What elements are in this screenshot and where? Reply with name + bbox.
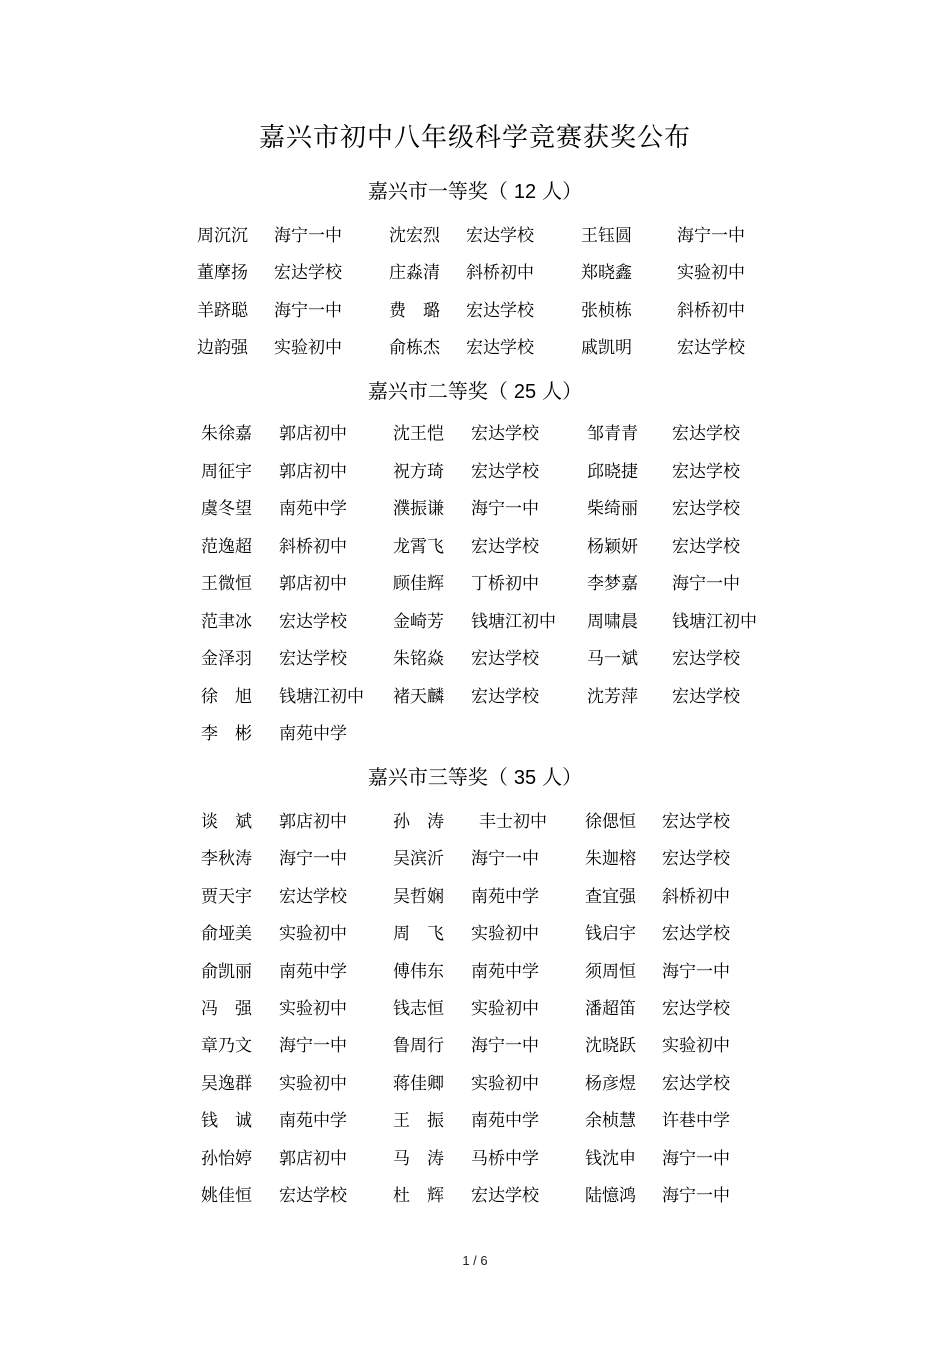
winner-name: 周沉沉 xyxy=(197,226,248,246)
winner-name: 杜 辉 xyxy=(393,1186,444,1206)
winner-school: 宏达学校 xyxy=(279,611,347,632)
winner-name: 俞垭美 xyxy=(201,924,252,945)
page-number: 1 / 6 xyxy=(462,1253,488,1268)
winner-school: 海宁一中 xyxy=(662,1148,730,1169)
winner-school: 宏达学校 xyxy=(466,226,534,246)
winner-name: 姚佳恒 xyxy=(201,1186,252,1206)
winner-name: 沈宏烈 xyxy=(389,226,440,246)
winner-name: 俞凯丽 xyxy=(201,961,252,982)
winner-school: 南苑中学 xyxy=(279,499,347,519)
section-heading-suffix: 人） xyxy=(542,179,583,203)
winner-name: 邱晓捷 xyxy=(587,461,638,482)
section-heading-prefix: 嘉兴市二等奖（ xyxy=(367,379,508,403)
winner-name: 邹青青 xyxy=(587,424,638,444)
winner-name: 俞栋杰 xyxy=(389,337,440,358)
winner-school: 宏达学校 xyxy=(466,337,534,358)
award-count: 12 xyxy=(513,181,537,203)
winner-name: 潘超笛 xyxy=(585,999,636,1019)
winner-school: 郭店初中 xyxy=(279,461,347,482)
winner-school: 许巷中学 xyxy=(662,1111,730,1132)
section-heading xyxy=(0,376,950,407)
winner-name: 马一斌 xyxy=(587,649,638,669)
winner-school: 宏达学校 xyxy=(672,649,740,669)
winner-name: 沈晓跃 xyxy=(585,1036,636,1057)
winner-name: 谈 斌 xyxy=(201,812,252,832)
winner-name: 王 振 xyxy=(393,1111,444,1132)
winner-name: 蒋佳卿 xyxy=(393,1073,444,1094)
winner-name: 贾天宇 xyxy=(201,886,252,907)
winner-school: 斜桥初中 xyxy=(677,300,745,321)
winner-school: 海宁一中 xyxy=(677,226,745,246)
winner-name: 孙怡婷 xyxy=(201,1148,252,1169)
winner-name: 朱迦榕 xyxy=(585,849,636,870)
winner-school: 郭店初中 xyxy=(279,812,347,832)
winner-name: 顾佳辉 xyxy=(393,574,444,594)
winner-name: 褚天麟 xyxy=(393,686,444,707)
winner-school: 丰士初中 xyxy=(479,812,547,832)
winner-school: 钱塘江初中 xyxy=(279,686,364,707)
winner-school: 宏达学校 xyxy=(662,999,730,1019)
winner-school: 宏达学校 xyxy=(662,1073,730,1094)
winner-name: 徐 旭 xyxy=(201,686,252,707)
winner-name: 钱 诚 xyxy=(201,1111,252,1132)
winner-school: 实验初中 xyxy=(471,999,539,1019)
winner-name: 羊跻聪 xyxy=(197,300,248,321)
winner-school: 实验初中 xyxy=(677,263,745,284)
winner-name: 钱志恒 xyxy=(393,999,444,1019)
winner-name: 傅伟东 xyxy=(393,961,444,982)
winner-school: 郭店初中 xyxy=(279,574,347,594)
winner-name: 祝方琦 xyxy=(393,461,444,482)
winner-name: 须周恒 xyxy=(585,961,636,982)
winner-name: 钱沈申 xyxy=(585,1148,636,1169)
winner-name: 沈王恺 xyxy=(393,424,444,444)
winner-school: 实验初中 xyxy=(279,1073,347,1094)
winner-school: 海宁一中 xyxy=(662,961,730,982)
winner-school: 海宁一中 xyxy=(471,499,539,519)
winner-name: 边韵强 xyxy=(197,337,248,358)
winner-name: 周 飞 xyxy=(393,924,444,945)
winner-school: 宏达学校 xyxy=(662,812,730,832)
winner-name: 陆憶鸿 xyxy=(585,1186,636,1206)
winner-school: 宏达学校 xyxy=(672,499,740,519)
winner-school: 海宁一中 xyxy=(279,1036,347,1057)
winner-school: 宏达学校 xyxy=(662,849,730,870)
winner-school: 宏达学校 xyxy=(662,924,730,945)
winner-name: 吴哲娴 xyxy=(393,886,444,907)
winner-name: 沈芳萍 xyxy=(587,686,638,707)
winner-name: 金崎芳 xyxy=(393,611,444,632)
winner-school: 海宁一中 xyxy=(662,1186,730,1206)
winner-school: 钱塘江初中 xyxy=(471,611,556,632)
winner-school: 斜桥初中 xyxy=(279,536,347,557)
section-heading-prefix: 嘉兴市一等奖（ xyxy=(367,179,508,203)
winner-school: 海宁一中 xyxy=(471,1036,539,1057)
winner-name: 王钰圆 xyxy=(581,226,632,246)
winner-school: 钱塘江初中 xyxy=(672,611,757,632)
winner-name: 朱铭焱 xyxy=(393,649,444,669)
winner-name: 李梦嘉 xyxy=(587,574,638,594)
winner-name: 孙 涛 xyxy=(393,812,444,832)
winner-school: 宏达学校 xyxy=(471,536,539,557)
winner-school: 海宁一中 xyxy=(672,574,740,594)
winner-school: 丁桥初中 xyxy=(471,574,539,594)
winner-name: 庄淼清 xyxy=(389,263,440,284)
winner-name: 濮振谦 xyxy=(393,499,444,519)
section-heading-suffix: 人） xyxy=(542,379,583,403)
winner-school: 宏达学校 xyxy=(471,1186,539,1206)
winner-name: 杨颖妍 xyxy=(587,536,638,557)
section-heading xyxy=(0,176,950,207)
winner-school: 宏达学校 xyxy=(672,536,740,557)
winner-school: 宏达学校 xyxy=(672,424,740,444)
winner-name: 冯 强 xyxy=(201,999,252,1019)
award-count: 25 xyxy=(513,381,537,403)
winner-name: 虞冬望 xyxy=(201,499,252,519)
winner-name: 鲁周行 xyxy=(393,1036,444,1057)
winner-school: 实验初中 xyxy=(471,1073,539,1094)
section-heading-suffix: 人） xyxy=(542,765,583,789)
winner-school: 实验初中 xyxy=(274,337,342,358)
winner-school: 海宁一中 xyxy=(274,226,342,246)
winner-school: 宏达学校 xyxy=(274,263,342,284)
winner-school: 宏达学校 xyxy=(471,649,539,669)
winner-name: 李秋涛 xyxy=(201,849,252,870)
winner-school: 实验初中 xyxy=(279,924,347,945)
winner-name: 马 涛 xyxy=(393,1148,444,1169)
award-count: 35 xyxy=(513,767,537,789)
winner-school: 南苑中学 xyxy=(279,961,347,982)
winner-name: 周啸晨 xyxy=(587,611,638,632)
winner-school: 南苑中学 xyxy=(471,961,539,982)
winner-name: 周征宇 xyxy=(201,461,252,482)
winner-school: 宏达学校 xyxy=(279,649,347,669)
winner-name: 王微恒 xyxy=(201,574,252,594)
winner-name: 余桢慧 xyxy=(585,1111,636,1132)
winner-name: 柴绮丽 xyxy=(587,499,638,519)
winner-school: 海宁一中 xyxy=(279,849,347,870)
winner-name: 吴滨沂 xyxy=(393,849,444,870)
winner-school: 斜桥初中 xyxy=(466,263,534,284)
winner-school: 宏达学校 xyxy=(672,686,740,707)
winner-school: 南苑中学 xyxy=(471,886,539,907)
winner-school: 郭店初中 xyxy=(279,424,347,444)
winner-school: 海宁一中 xyxy=(274,300,342,321)
winner-name: 范聿冰 xyxy=(201,611,252,632)
winner-name: 钱启宇 xyxy=(585,924,636,945)
winner-name: 郑晓鑫 xyxy=(581,263,632,284)
section-heading-prefix: 嘉兴市三等奖（ xyxy=(367,765,508,789)
winner-school: 宏达学校 xyxy=(672,461,740,482)
page-title: 嘉兴市初中八年级科学竞赛获奖公布 xyxy=(258,123,691,153)
winner-school: 宏达学校 xyxy=(471,686,539,707)
section-heading xyxy=(0,762,950,793)
winner-school: 海宁一中 xyxy=(471,849,539,870)
winner-name: 吴逸群 xyxy=(201,1073,252,1094)
winner-name: 章乃文 xyxy=(201,1036,252,1057)
winner-name: 龙霄飞 xyxy=(393,536,444,557)
winner-school: 实验初中 xyxy=(471,924,539,945)
winner-school: 南苑中学 xyxy=(471,1111,539,1132)
winner-name: 范逸超 xyxy=(201,536,252,557)
winner-school: 宏达学校 xyxy=(279,1186,347,1206)
winner-name: 金泽羽 xyxy=(201,649,252,669)
winner-school: 南苑中学 xyxy=(279,724,347,744)
winner-name: 杨彦煜 xyxy=(585,1073,636,1094)
winner-school: 郭店初中 xyxy=(279,1148,347,1169)
winner-name: 张桢栋 xyxy=(581,300,632,321)
winner-name: 朱徐嘉 xyxy=(201,424,252,444)
winner-school: 宏达学校 xyxy=(471,424,539,444)
winner-name: 徐偲恒 xyxy=(585,812,636,832)
winner-school: 宏达学校 xyxy=(677,337,745,358)
winner-school: 南苑中学 xyxy=(279,1111,347,1132)
winner-name: 查宜强 xyxy=(585,886,636,907)
winner-school: 实验初中 xyxy=(662,1036,730,1057)
winner-school: 宏达学校 xyxy=(466,300,534,321)
winner-school: 实验初中 xyxy=(279,999,347,1019)
winner-school: 宏达学校 xyxy=(471,461,539,482)
winner-name: 戚凯明 xyxy=(581,337,632,358)
winner-school: 宏达学校 xyxy=(279,886,347,907)
winner-name: 董摩扬 xyxy=(197,263,248,284)
winner-name: 李 彬 xyxy=(201,724,252,744)
winner-name: 费 璐 xyxy=(389,300,440,321)
winner-school: 斜桥初中 xyxy=(662,886,730,907)
winner-school: 马桥中学 xyxy=(471,1148,539,1169)
